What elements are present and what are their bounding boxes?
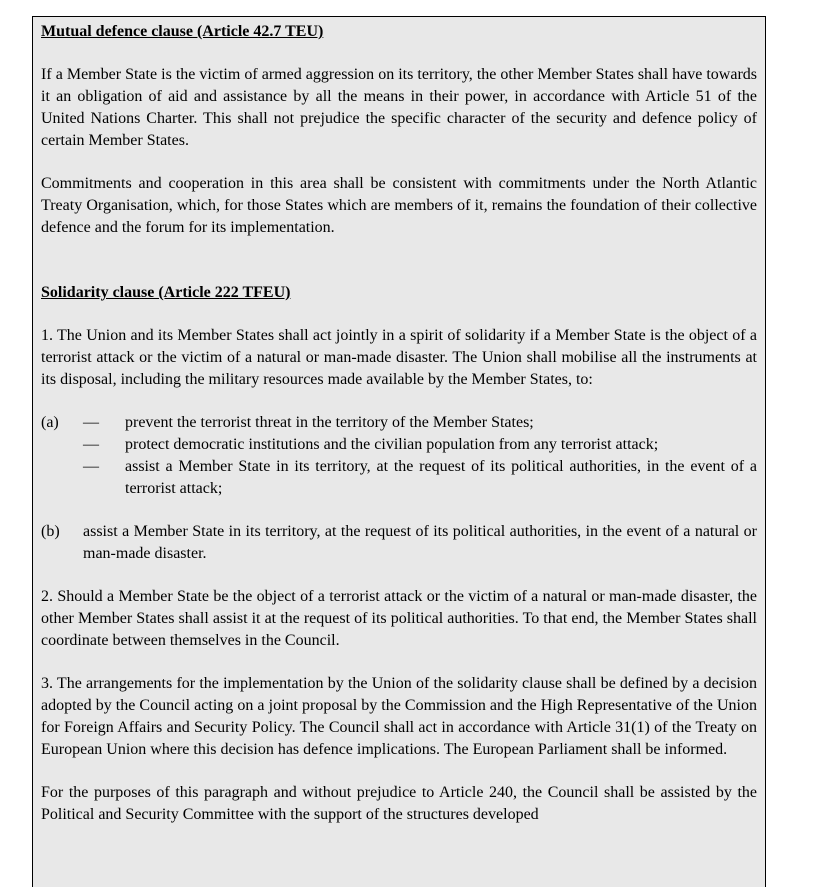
solidarity-paragraph-4: For the purposes of this paragraph and without prejudice to Article 240, the Council shall be assisted by the Political and Security Committee with the support of the structures developed xyxy=(41,784,757,823)
dash-1: — xyxy=(83,414,99,431)
solidarity-paragraph-1: 1. The Union and its Member States shall act jointly in a spirit of solidarity if a Member State is the object of a terrorist attack or the victim of a natural or man-made disaster. The Union shall mobilise all the instruments at its disposal, including the military resources made available by the Member States, to: xyxy=(41,327,757,388)
dash-item-2: protect democratic institutions and the civilian population from any terrorist attack; xyxy=(125,436,659,453)
dash-item-3: assist a Member State in its territory, at the request of its political authorities, in the event of a terrorist attack; xyxy=(125,458,757,497)
list-item-a-label: (a) xyxy=(41,414,59,431)
mutual-defence-heading: Mutual defence clause (Article 42.7 TEU) xyxy=(41,23,324,40)
list-item-b-text: assist a Member State in its territory, at the request of its political authorities, in the event of a natural or man-made disaster. xyxy=(83,523,757,562)
solidarity-heading: Solidarity clause (Article 222 TFEU) xyxy=(41,284,291,301)
dash-item-1: prevent the terrorist threat in the territory of the Member States; xyxy=(125,414,534,431)
dash-2: — xyxy=(83,436,99,453)
mutual-defence-paragraph-1: If a Member State is the victim of armed aggression on its territory, the other Member States shall have towards it an obligation of aid and assistance by all the means in their power, in accordance with Article 51 of the United Nations Charter. This shall not prejudice the specific character of the security and defence policy of certain Member States. xyxy=(41,66,757,149)
dash-3: — xyxy=(83,458,99,475)
list-item-a xyxy=(41,412,757,500)
solidarity-paragraph-2: 2. Should a Member State be the object of a terrorist attack or the victim of a natural or man-made disaster, the other Member States shall assist it at the request of its political authorities. To that end, the Member States shall coordinate between themselves in the Council. xyxy=(41,588,757,649)
list-item-b xyxy=(41,521,757,565)
list-item-b-label: (b) xyxy=(41,523,60,540)
mutual-defence-paragraph-2: Commitments and cooperation in this area shall be consistent with commitments under the North Atlantic Treaty Organisation, which, for those States which are members of it, remains the foundation of their collective defence and the forum for its implementation. xyxy=(41,175,757,236)
text-box xyxy=(32,16,766,887)
solidarity-paragraph-3: 3. The arrangements for the implementation by the Union of the solidarity clause shall be defined by a decision adopted by the Council acting on a joint proposal by the Commission and the High Representative of the Union for Foreign Affairs and Security Policy. The Council shall act in accordance with Article 31(1) of the Treaty on European Union where this decision has defence implications. The European Parliament shall be informed. xyxy=(41,675,757,758)
